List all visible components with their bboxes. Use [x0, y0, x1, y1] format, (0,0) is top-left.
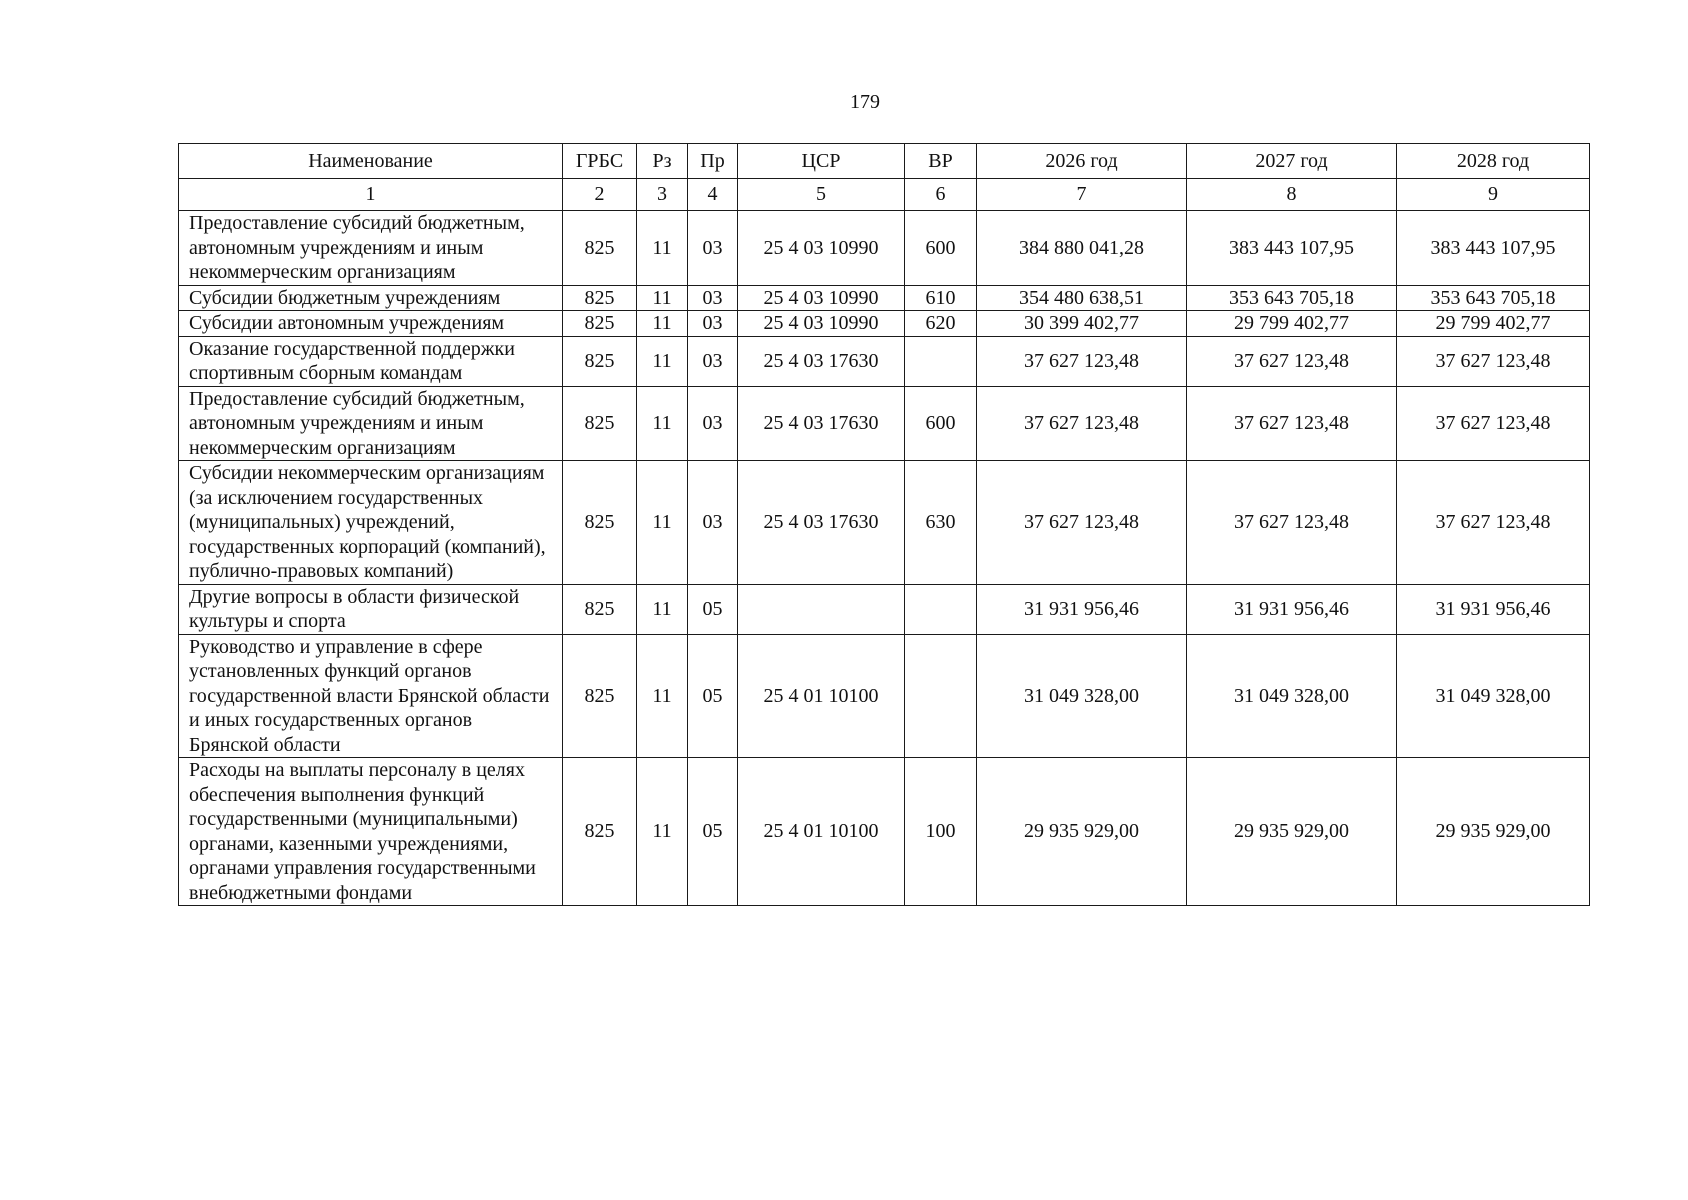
row-pr: 03: [688, 285, 738, 311]
row-2026: 31 049 328,00: [977, 634, 1187, 758]
column-number: 1: [179, 179, 563, 211]
row-2028: 31 931 956,46: [1397, 584, 1590, 634]
table-row: [179, 461, 1590, 585]
row-grbs: 825: [563, 758, 637, 906]
row-rz: 11: [637, 211, 688, 286]
row-vr: [905, 634, 977, 758]
row-2027: 383 443 107,95: [1187, 211, 1397, 286]
row-csr: 25 4 03 17630: [738, 386, 905, 461]
row-2026: 29 935 929,00: [977, 758, 1187, 906]
row-2028: 37 627 123,48: [1397, 461, 1590, 585]
row-2027: 29 935 929,00: [1187, 758, 1397, 906]
row-pr: 03: [688, 461, 738, 585]
row-vr: 600: [905, 211, 977, 286]
row-vr: [905, 336, 977, 386]
table-row: [179, 336, 1590, 386]
header-vr: ВР: [905, 144, 977, 179]
row-2028: 353 643 705,18: [1397, 285, 1590, 311]
table-row: [179, 634, 1590, 758]
row-name: Предоставление субсидий бюджетным, автономным учреждениям и иным некоммерческим организациям: [179, 211, 563, 286]
row-csr: 25 4 03 17630: [738, 461, 905, 585]
column-number: 4: [688, 179, 738, 211]
row-2027: 37 627 123,48: [1187, 386, 1397, 461]
row-vr: 620: [905, 311, 977, 337]
row-grbs: 825: [563, 336, 637, 386]
table-header-row: [179, 144, 1590, 179]
row-grbs: 825: [563, 584, 637, 634]
row-2027: 31 931 956,46: [1187, 584, 1397, 634]
row-vr: 610: [905, 285, 977, 311]
row-pr: 05: [688, 634, 738, 758]
row-pr: 03: [688, 336, 738, 386]
row-2026: 37 627 123,48: [977, 461, 1187, 585]
row-2028: 29 935 929,00: [1397, 758, 1590, 906]
row-pr: 03: [688, 386, 738, 461]
table-row: [179, 758, 1590, 906]
row-csr: [738, 584, 905, 634]
header-2028: 2028 год: [1397, 144, 1590, 179]
row-rz: 11: [637, 758, 688, 906]
row-csr: 25 4 03 10990: [738, 285, 905, 311]
row-rz: 11: [637, 311, 688, 337]
header-rz: Рз: [637, 144, 688, 179]
header-name: Наименование: [179, 144, 563, 179]
row-pr: 05: [688, 584, 738, 634]
table-row: [179, 386, 1590, 461]
table-row: [179, 285, 1590, 311]
row-2028: 29 799 402,77: [1397, 311, 1590, 337]
row-2027: 29 799 402,77: [1187, 311, 1397, 337]
row-rz: 11: [637, 285, 688, 311]
header-csr: ЦСР: [738, 144, 905, 179]
row-rz: 11: [637, 386, 688, 461]
column-number: 9: [1397, 179, 1590, 211]
row-vr: 600: [905, 386, 977, 461]
row-vr: 100: [905, 758, 977, 906]
row-pr: 03: [688, 211, 738, 286]
row-2028: 31 049 328,00: [1397, 634, 1590, 758]
column-number: 3: [637, 179, 688, 211]
column-number: 2: [563, 179, 637, 211]
row-grbs: 825: [563, 311, 637, 337]
header-2027: 2027 год: [1187, 144, 1397, 179]
row-2028: 37 627 123,48: [1397, 386, 1590, 461]
row-2027: 37 627 123,48: [1187, 336, 1397, 386]
row-2027: 353 643 705,18: [1187, 285, 1397, 311]
row-2026: 37 627 123,48: [977, 386, 1187, 461]
row-vr: 630: [905, 461, 977, 585]
row-name: Руководство и управление в сфере установленных функций органов государственной власти Брянской области и иных государственных органов Брянской области: [179, 634, 563, 758]
row-grbs: 825: [563, 386, 637, 461]
row-2027: 31 049 328,00: [1187, 634, 1397, 758]
table-row: [179, 311, 1590, 337]
row-grbs: 825: [563, 461, 637, 585]
row-csr: 25 4 03 10990: [738, 311, 905, 337]
row-csr: 25 4 03 10990: [738, 211, 905, 286]
row-name: Субсидии бюджетным учреждениям: [179, 285, 563, 311]
row-csr: 25 4 01 10100: [738, 758, 905, 906]
row-2028: 383 443 107,95: [1397, 211, 1590, 286]
row-2026: 31 931 956,46: [977, 584, 1187, 634]
row-grbs: 825: [563, 211, 637, 286]
row-2026: 30 399 402,77: [977, 311, 1187, 337]
row-2026: 354 480 638,51: [977, 285, 1187, 311]
row-grbs: 825: [563, 285, 637, 311]
row-2026: 384 880 041,28: [977, 211, 1187, 286]
row-grbs: 825: [563, 634, 637, 758]
page-number: 179: [850, 91, 880, 113]
row-name: Субсидии автономным учреждениям: [179, 311, 563, 337]
row-name: Расходы на выплаты персоналу в целях обеспечения выполнения функций государственными (муниципальными) органами, казенными учреждениями, органами управления государственными внебюджетными фондами: [179, 758, 563, 906]
row-csr: 25 4 03 17630: [738, 336, 905, 386]
row-pr: 03: [688, 311, 738, 337]
column-number-row: [179, 179, 1590, 211]
row-name: Другие вопросы в области физической культуры и спорта: [179, 584, 563, 634]
column-number: 7: [977, 179, 1187, 211]
row-2028: 37 627 123,48: [1397, 336, 1590, 386]
row-name: Субсидии некоммерческим организациям (за исключением государственных (муниципальных) учреждений, государственных корпораций (компаний), публично-правовых компаний): [179, 461, 563, 585]
row-vr: [905, 584, 977, 634]
budget-table: [178, 143, 1590, 906]
header-grbs: ГРБС: [563, 144, 637, 179]
row-2027: 37 627 123,48: [1187, 461, 1397, 585]
row-rz: 11: [637, 584, 688, 634]
table-row: [179, 211, 1590, 286]
row-rz: 11: [637, 634, 688, 758]
column-number: 5: [738, 179, 905, 211]
header-2026: 2026 год: [977, 144, 1187, 179]
row-pr: 05: [688, 758, 738, 906]
table-row: [179, 584, 1590, 634]
row-csr: 25 4 01 10100: [738, 634, 905, 758]
column-number: 8: [1187, 179, 1397, 211]
row-2026: 37 627 123,48: [977, 336, 1187, 386]
row-name: Оказание государственной поддержки спортивным сборным командам: [179, 336, 563, 386]
row-name: Предоставление субсидий бюджетным, автономным учреждениям и иным некоммерческим организациям: [179, 386, 563, 461]
row-rz: 11: [637, 461, 688, 585]
row-rz: 11: [637, 336, 688, 386]
header-pr: Пр: [688, 144, 738, 179]
column-number: 6: [905, 179, 977, 211]
